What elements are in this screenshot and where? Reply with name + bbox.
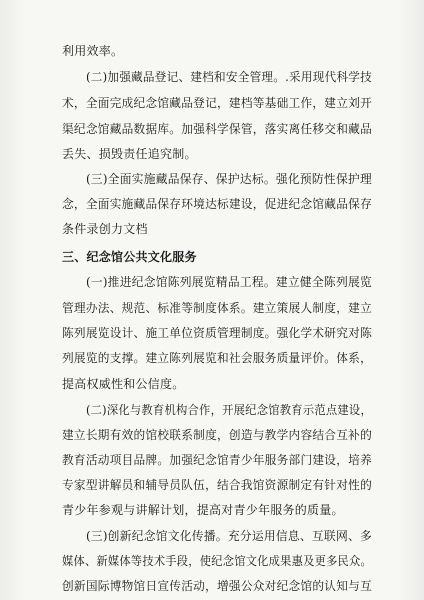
- line-text: (三)全面实施藏品保存、保护达标。强化预防性保护理: [86, 172, 372, 186]
- section-heading-text: 三、纪念馆公共文化服务: [62, 250, 197, 264]
- line-text: (三)创新纪念馆文化传播。充分运用信息、互联网、多: [86, 529, 372, 543]
- line-text: 提高权威性和公信度。: [62, 377, 185, 391]
- line-text: 渠纪念馆藏品数据库。加强科学保管，落实离任移交和藏品: [62, 122, 372, 136]
- line-text: 媒体、新媒体等技术手段，使纪念馆文化成果惠及更多民众。: [62, 554, 372, 568]
- line-text: 专家型讲解员和辅导员队伍，结合我馆资源制定有针对性的: [62, 478, 372, 492]
- line-text: 利用效率。: [62, 44, 124, 58]
- line-text: (二)深化与教育机构合作，开展纪念馆教育示范点建设，: [86, 403, 372, 417]
- line-text: 陈列展览设计、施工单位资质管理制度。强化学术研究对陈: [62, 326, 372, 340]
- line-text: 教育活动项目品牌。加强纪念馆青少年服务部门建设，培养: [62, 453, 372, 467]
- line-text: 建立长期有效的馆校联系制度，创造与教学内容结合互补的: [62, 428, 372, 442]
- line-text: 念，全面实施藏品保存环境达标建设，促进纪念馆藏品保存: [62, 197, 372, 211]
- line-text: (二)加强藏品登记、建档和安全管理。.采用现代科学技: [86, 70, 372, 84]
- line-text: 青少年参观与讲解计划，提高对青少年服务的质量。: [62, 503, 344, 517]
- line-text: 列展览的支撑。建立陈列展览和社会服务质量评价。体系，: [62, 351, 372, 365]
- line-text: 丢失、损毁责任追究制。: [62, 147, 197, 161]
- line-text: 创新国际博物馆日宣传活动，增强公众对纪念馆的认知与互: [62, 579, 372, 593]
- line-text: 条件录创力文档: [62, 222, 148, 236]
- line-text: 术，全面完成纪念馆藏品登记，建档等基础工作，建立刘开: [62, 96, 372, 110]
- line-text: (一)推进纪念馆陈列展览精品工程。建立健全陈列展览: [86, 275, 372, 289]
- line-text: 管理办法、规范、标准等制度体系。建立策展人制度，建立: [62, 301, 372, 315]
